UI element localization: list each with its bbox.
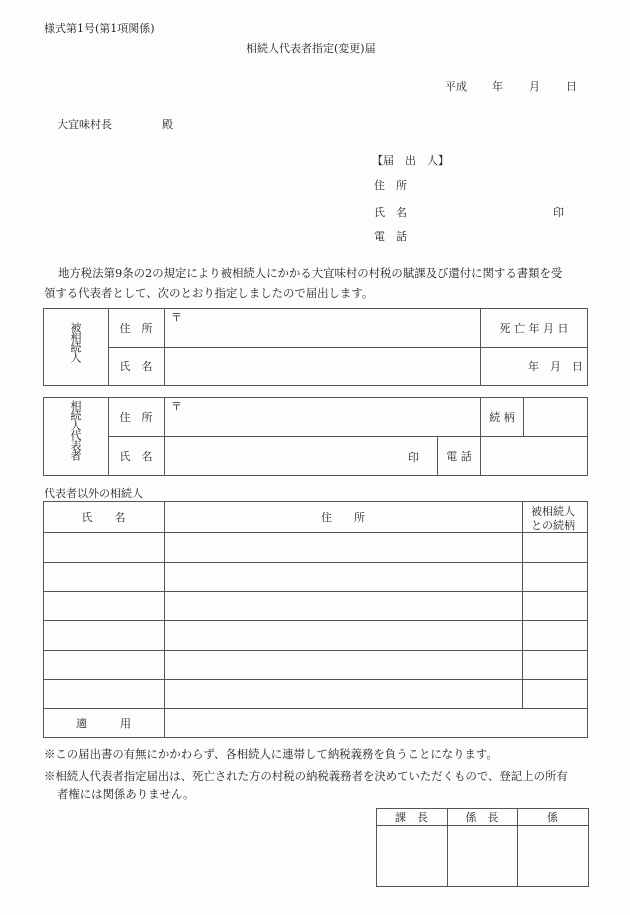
deceased-name-label: 氏 名 (119, 360, 153, 373)
representative-group-label: 相続人代表者 (69, 400, 82, 460)
deceased-name-field[interactable] (165, 348, 479, 384)
deceased-postal-mark: 〒 (171, 311, 182, 324)
representative-phone-field[interactable] (481, 437, 586, 474)
heir-row[interactable] (44, 621, 586, 649)
relationship-label: 続 柄 (489, 410, 515, 424)
representative-name-label: 氏 名 (119, 449, 153, 463)
col-header-relationship-1: 被相続人 (531, 505, 575, 518)
note-2-line-1: ※相続人代表者指定届出は、死亡された方の村税の納税義務者を決めていただくもので、登記上の所有 (44, 769, 568, 783)
remarks-field[interactable] (165, 709, 586, 736)
remarks-label: 適 用 (76, 716, 131, 730)
death-date-value[interactable]: 年 月 日 (528, 360, 583, 373)
relationship-field[interactable] (524, 398, 586, 435)
approval-staff: 係 (547, 810, 558, 824)
date-month: 月 (529, 80, 540, 93)
approval-subsection-chief: 係 長 (465, 810, 499, 824)
date-era: 平成 (445, 80, 467, 93)
other-heirs-caption: 代表者以外の相続人 (44, 487, 143, 500)
heir-row[interactable] (44, 592, 586, 619)
representative-address-label: 住 所 (119, 410, 153, 424)
applicant-address-label: 住 所 (374, 179, 407, 192)
date-day: 日 (566, 80, 577, 93)
note-2-line-2: 者権には関係ありません。 (57, 787, 195, 801)
applicant-seal: 印 (553, 206, 564, 219)
col-header-relationship-2: との続柄 (531, 519, 575, 532)
form-number: 様式第1号(第1項関係) (44, 22, 155, 35)
representative-phone-label: 電 話 (446, 449, 472, 463)
representative-seal: 印 (408, 451, 419, 464)
representative-postal-mark: 〒 (171, 400, 182, 413)
deceased-address-label: 住 所 (119, 321, 153, 335)
page-title: 相続人代表者指定(変更)届 (246, 42, 376, 55)
applicant-phone-label: 電 話 (374, 230, 407, 243)
applicant-name-label: 氏 名 (374, 206, 407, 219)
note-1: ※この届出書の有無にかかわらず、各相続人に連帯して納税義務を負うことになります。 (44, 747, 498, 761)
honorific: 殿 (162, 118, 173, 131)
heir-row[interactable] (44, 680, 586, 707)
heir-row[interactable] (44, 533, 586, 561)
col-header-address: 住 所 (321, 510, 365, 524)
approval-section-chief: 課 長 (395, 810, 428, 824)
applicant-heading: 【届 出 人】 (372, 154, 449, 167)
heir-row[interactable] (44, 563, 586, 590)
representative-name-field[interactable] (165, 437, 436, 474)
date-year: 年 (492, 80, 503, 93)
death-date-label: 死 亡 年 月 日 (499, 321, 569, 335)
deceased-group-label: 被相続人 (69, 322, 82, 362)
statement-line-2: 領する代表者として、次のとおり指定しましたので届出します。 (44, 286, 374, 300)
addressee: 大宜味村長 (57, 118, 112, 131)
representative-address-field[interactable] (165, 398, 479, 435)
heir-row[interactable] (44, 651, 586, 678)
col-header-name: 氏 名 (81, 510, 126, 524)
statement-line-1: 地方税法第9条の2の規定により被相続人にかかる大宜味村の村税の賦課及び還付に関する書類を受 (58, 266, 563, 280)
deceased-address-field[interactable] (165, 309, 479, 346)
